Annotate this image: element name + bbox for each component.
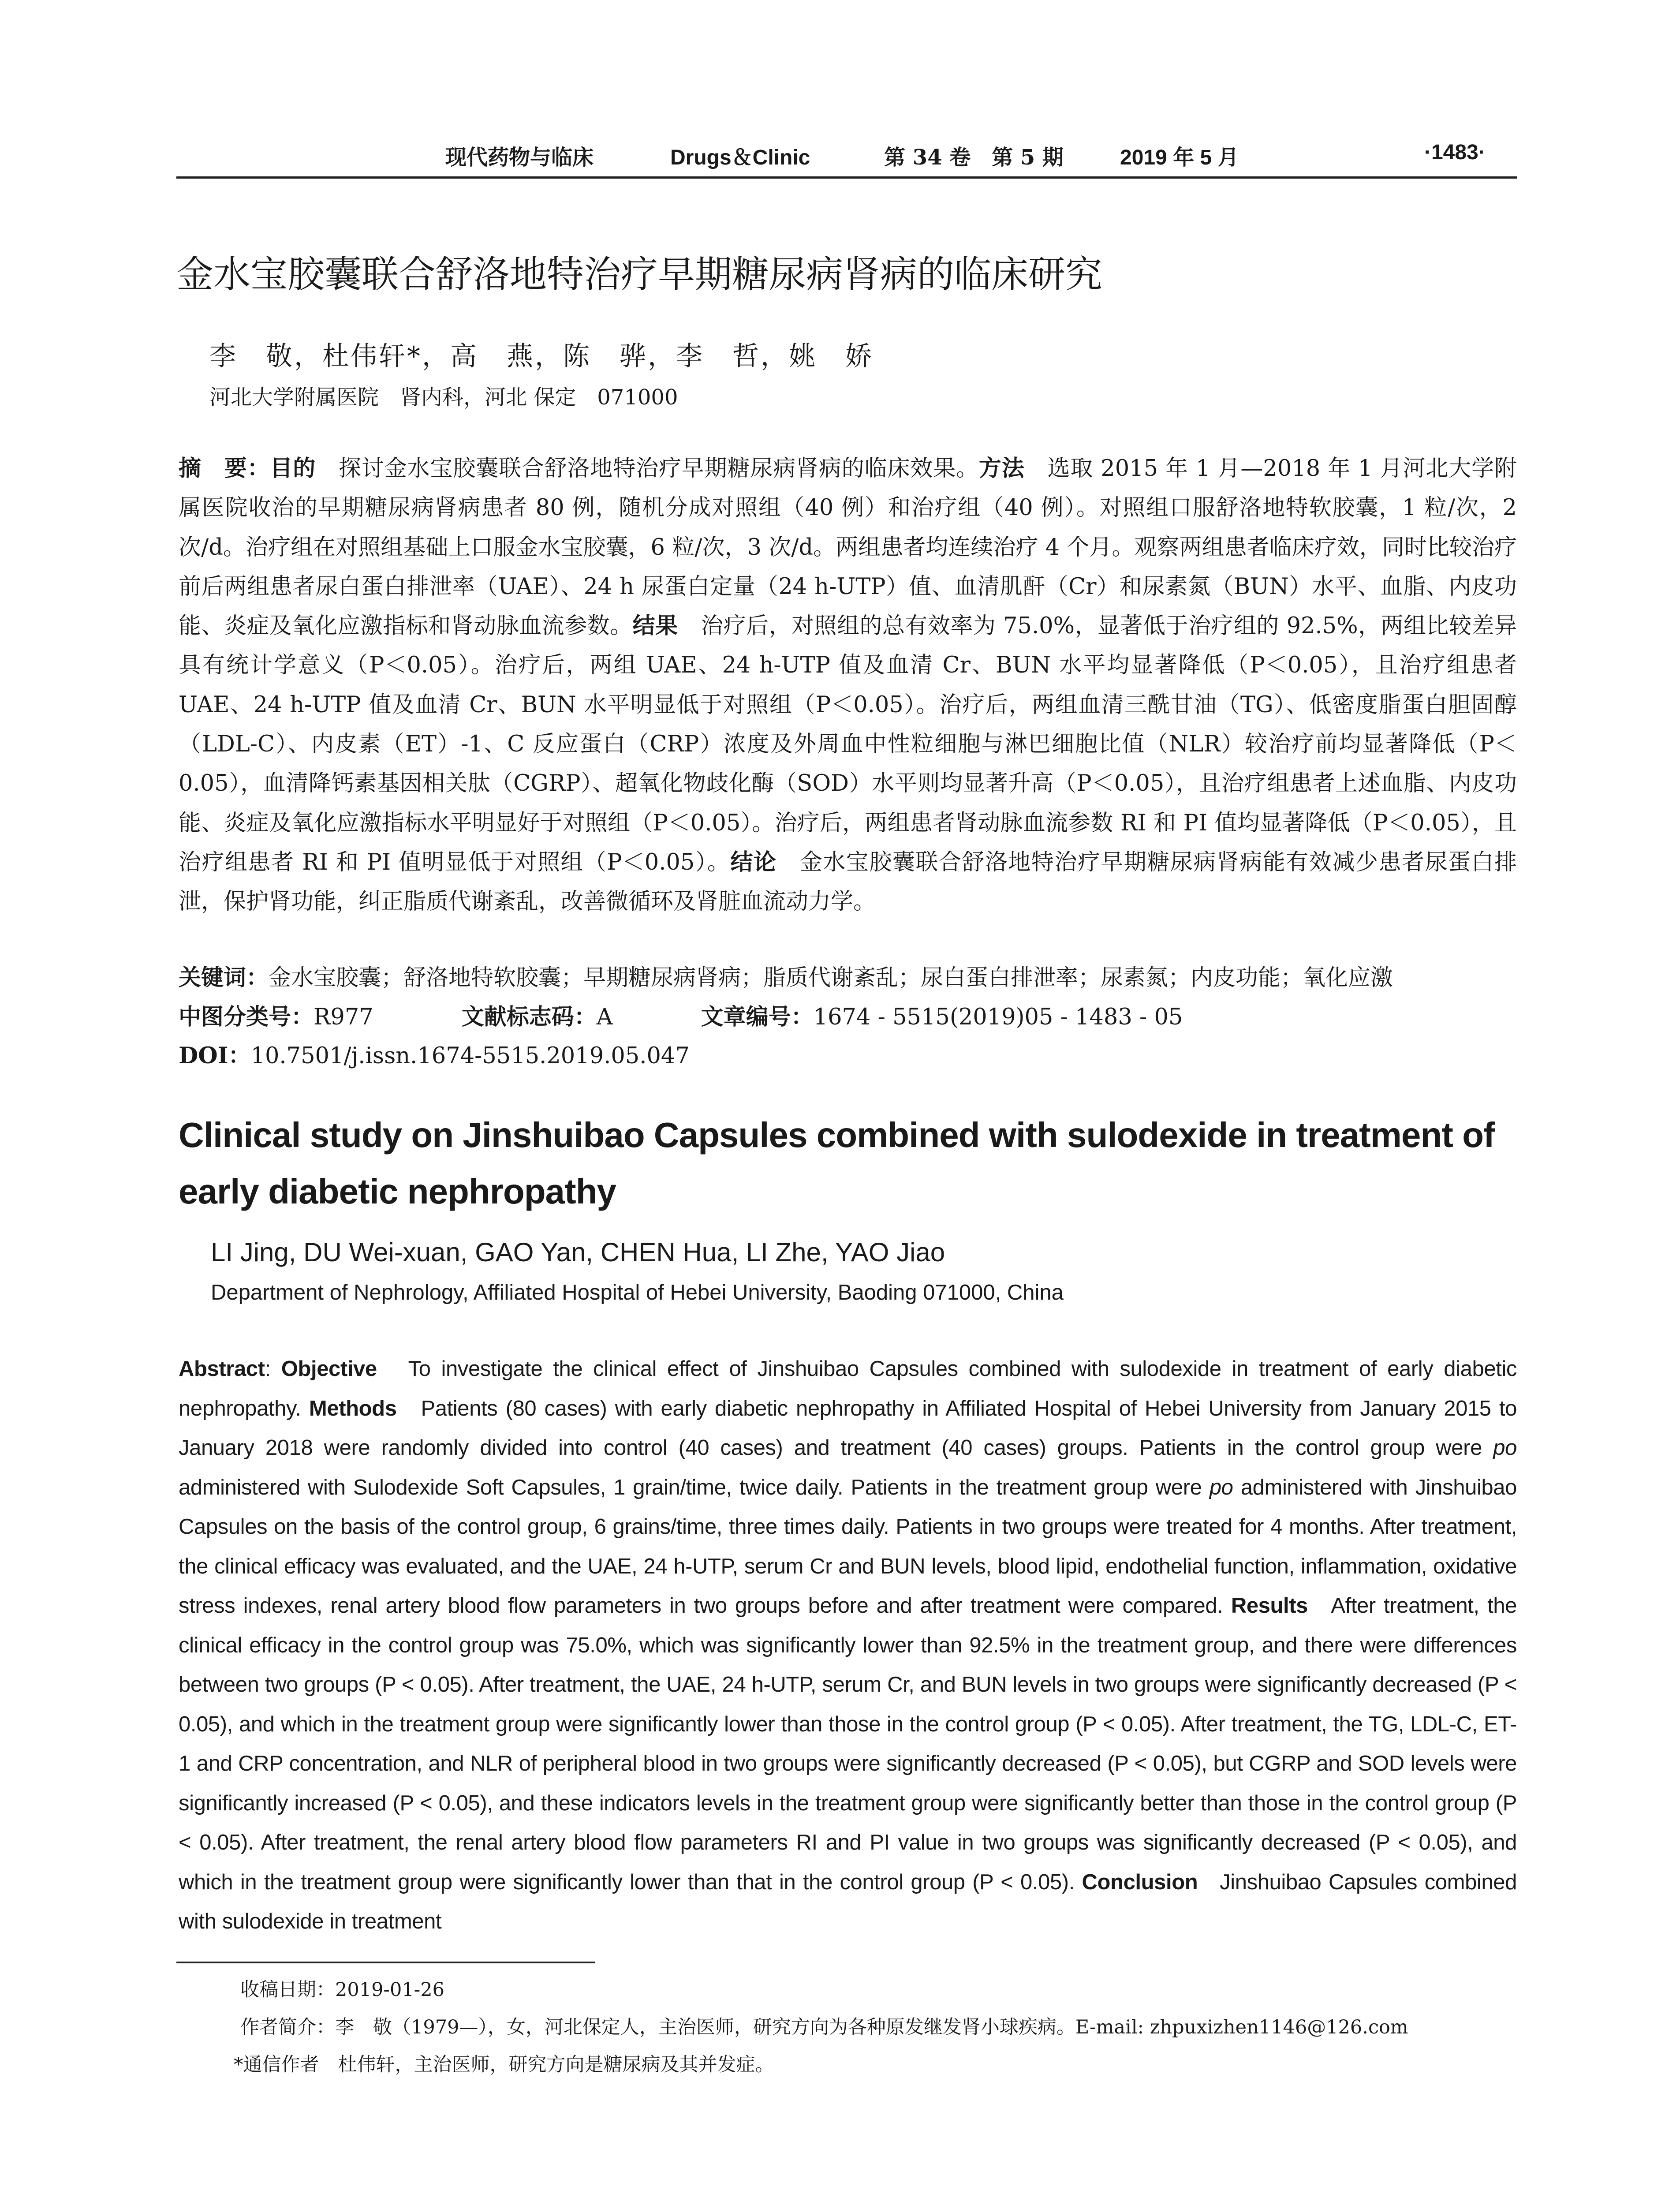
methods-text-cn: 选取 2015 年 1 月—2018 年 1 月河北大学附属医院收治的早期糖尿病肾病患者 80 例，随机分成对照组（40 例）和治疗组（40 例）。对照组口服舒洛地特软胶囊，1 粒/次，2 次/d。治疗组在对照组基础上口服金水宝胶囊，6 粒/次，3 次/d。两组患者均连续治疗 4 个月。观察两组患者临床疗效，同时比较治疗前后两组患者尿白蛋白排泄率（UAE）、24 h 尿蛋白定量（24 h-UTP）值、血清肌酐（Cr）和尿素氮（BUN）水平、血脂、内皮功能、炎症及氧化应激指标和肾动脉血流参数。	[179, 456, 1517, 639]
abstract-en: Abstract: Objective To investigate the clinical effect of Jinshuibao Capsules combined with sulodexide in treatment of early diabetic nephropathy. Methods Patients (80 cases) with early diabetic nephropathy in Affiliated Hospital of Hebei University from January 2015 to January 2018 were randomly divided into control (40 cases) and treatment (40 cases) groups. Patients in the control group were po administered with Sulodexide Soft Capsules, 1 grain/time, twice daily. Patients in the treatment group were po administered with Jinshuibao Capsules on the basis of the control group, 6 grains/time, three times daily. Patients in two groups were treated for 4 months. After treatment, the clinical efficacy was evaluated, and the UAE, 24 h-UTP, serum Cr and BUN levels, blood lipid, endothelial function, inflammation, oxidative stress indexes, renal artery blood flow parameters in two groups before and after treatment were compared. Results After treatment, the clinical efficacy in the control group was 75.0%, which was significantly lower than 92.5% in the treatment group, and there were differences between two groups (P < 0.05). After treatment, the UAE, 24 h-UTP, serum Cr, and BUN levels in two groups were significantly decreased (P < 0.05), and which in the treatment group were significantly lower than those in the control group (P < 0.05). After treatment, the TG, LDL-C, ET-1 and CRP concentration, and NLR of peripheral blood in two groups were significantly decreased (P < 0.05), but CGRP and SOD levels were significantly increased (P < 0.05), and these indicators levels in the treatment group were significantly better than those in the control group (P < 0.05). After treatment, the renal artery blood flow parameters RI and PI value in two groups was significantly decreased (P < 0.05), and which in the treatment group were significantly lower than that in the control group (P < 0.05). Conclusion Jinshuibao Capsules combined with sulodexide in treatment	[179, 1357, 1517, 1933]
clc-code: R977	[314, 1004, 373, 1030]
authors-cn: 李 敬，杜伟轩*，高 燕，陈 骅，李 哲，姚 娇	[209, 341, 874, 372]
conclusion-text-en: Jinshuibao Capsules combined with sulodexide in treatment	[179, 1870, 1517, 1933]
journal-name-cn: 现代药物与临床	[445, 145, 594, 170]
keywords-cn	[179, 959, 1393, 992]
results-label-en: Results	[1231, 1594, 1308, 1618]
title-en: Clinical study on Jinshuibao Capsules combined with sulodexide in treatment of early diabetic nephropathy	[179, 1115, 1495, 1211]
footnote-rule	[176, 1962, 595, 1963]
results-text-en: After treatment, the clinical efficacy in the control group was 75.0%, which was significantly lower than 92.5% in the treatment group, and there were differences between two groups (P < 0.05). After treatment, the UAE, 24 h-UTP, serum Cr, and BUN levels in two groups were significantly decreased (P < 0.05), and which in the treatment group were significantly lower than those in the control group (P < 0.05). After treatment, the TG, LDL-C, ET-1 and CRP concentration, and NLR of peripheral blood in two groups were significantly decreased (P < 0.05), but CGRP and SOD levels were significantly increased (P < 0.05), and these indicators levels in the treatment group were significantly better than those in the control group (P < 0.05). After treatment, the renal artery blood flow parameters RI and PI value in two groups was significantly decreased (P < 0.05), and which in the treatment group were significantly lower than that in the control group (P < 0.05).	[179, 1594, 1517, 1894]
issue-date: 2019 年 5 月	[1120, 146, 1239, 169]
affiliation-en: Department of Nephrology, Affiliated Hospital of Hebei University, Baoding 071000, China	[211, 1281, 1064, 1304]
doc-code: A	[596, 1004, 613, 1030]
objective-text-cn: 探讨金水宝胶囊联合舒洛地特治疗早期糖尿病肾病的临床效果。	[339, 456, 979, 482]
author-bio-label: 作者简介：	[240, 2016, 335, 2038]
abstract-label-cn: 摘 要：	[179, 455, 270, 482]
keywords-text-cn: 金水宝胶囊；舒洛地特软胶囊；早期糖尿病肾病；脂质代谢紊乱；尿白蛋白排泄率；尿素氮；内皮功能；氧化应激	[269, 965, 1393, 991]
footnote-received	[240, 1975, 444, 2002]
results-label-cn: 结果	[632, 613, 678, 639]
methods-text-en-2: administered with Sulodexide Soft Capsules, 1 grain/time, twice daily. Patients in the treatment group were	[179, 1475, 1210, 1499]
clc-label: 中图分类号：	[179, 1004, 314, 1030]
conclusion-label-cn: 结论	[730, 848, 777, 875]
abstract-cn	[179, 449, 1517, 922]
po-term: po	[1209, 1475, 1233, 1499]
classification-line	[179, 998, 1183, 1031]
corresponding-text: 杜伟轩，主治医师，研究方向是糖尿病及其并发症。	[338, 2054, 774, 2076]
footnote-corresponding	[234, 2050, 774, 2077]
corresponding-label: *通信作者	[234, 2054, 338, 2076]
header-rule	[176, 176, 1517, 179]
title-cn: 金水宝胶囊联合舒洛地特治疗早期糖尿病肾病的临床研究	[176, 253, 1103, 296]
doi-line	[179, 1037, 690, 1070]
objective-label-cn: 目的	[270, 455, 316, 482]
volume-issue: 第 34 卷 第 5 期	[884, 145, 1064, 170]
methods-label-cn: 方法	[978, 455, 1025, 482]
conclusion-label-en: Conclusion	[1082, 1870, 1198, 1894]
objective-label-en: Objective	[281, 1357, 377, 1381]
po-term: po	[1493, 1436, 1517, 1460]
objective-text-en: To investigate the clinical effect of Jinshuibao Capsules combined with sulodexide in treatment of early diabetic nephropathy.	[179, 1357, 1517, 1420]
journal-name-en: Drugs＆Clinic	[670, 146, 810, 169]
conclusion-text-cn: 金水宝胶囊联合舒洛地特治疗早期糖尿病肾病能有效减少患者尿蛋白排泄，保护肾功能，纠正脂质代谢紊乱，改善微循环及肾脏血流动力学。	[179, 849, 1517, 915]
methods-label-en: Methods	[309, 1396, 397, 1420]
running-header	[176, 140, 1517, 176]
authors-en: LI Jing, DU Wei-xuan, GAO Yan, CHEN Hua, LI Zhe, YAO Jiao	[211, 1237, 945, 1267]
doc-code-label: 文献标志码：	[461, 1004, 597, 1030]
abstract-label-en: Abstract	[179, 1357, 265, 1381]
doi-value[interactable]: 10.7501/j.issn.1674-5515.2019.05.047	[250, 1043, 690, 1069]
received-label: 收稿日期：	[240, 1979, 335, 2001]
results-text-cn: 治疗后，对照组的总有效率为 75.0%，显著低于治疗组的 92.5%，两组比较差异具有统计学意义（P＜0.05）。治疗后，两组 UAE、24 h-UTP 值及血清 Cr、BUN 水平均显著降低（P＜0.05），且治疗组患者 UAE、24 h-UTP 值及血清 Cr、BUN 水平明显低于对照组（P＜0.05）。治疗后，两组血清三酰甘油（TG）、低密度脂蛋白胆固醇（LDL-C）、内皮素（ET）-1、C 反应蛋白（CRP）浓度及外周血中性粒细胞与淋巴细胞比值（NLR）较治疗前均显著降低（P＜0.05），血清降钙素基因相关肽（CGRP）、超氧化物歧化酶（SOD）水平则均显著升高（P＜0.05），且治疗组患者上述血脂、内皮功能、炎症及氧化应激指标水平明显好于对照组（P＜0.05）。治疗后，两组患者肾动脉血流参数 RI 和 PI 值均显著降低（P＜0.05），且治疗组患者 RI 和 PI 值明显低于对照组（P＜0.05）。	[179, 613, 1517, 875]
article-number-label: 文章编号：	[701, 1004, 814, 1030]
methods-text-en-3: administered with Jinshuibao Capsules on the basis of the control group, 6 grains/time, three times daily. Patients in two groups were treated for 4 months. After treatment, the clinical efficacy was evaluated, and the UAE, 24 h-UTP, serum Cr and BUN levels, blood lipid, endothelial function, inflammation, oxidative stress indexes, renal artery blood flow parameters in two groups before and after treatment were compared.	[179, 1475, 1517, 1618]
keywords-label-cn: 关键词：	[179, 964, 269, 991]
page-number: ·1483·	[1424, 141, 1486, 164]
footnote-author	[240, 2012, 1408, 2039]
affiliation-cn: 河北大学附属医院 肾内科，河北 保定 071000	[209, 385, 678, 410]
doi-label: DOI：	[179, 1043, 251, 1069]
article-number: 1674 - 5515(2019)05 - 1483 - 05	[813, 1004, 1183, 1030]
received-date: 2019-01-26	[335, 1979, 444, 2001]
author-bio-text: 李 敬（1979—），女，河北保定人，主治医师，研究方向为各种原发继发肾小球疾病。E-mail: zhpuxizhen1146@126.com	[335, 2016, 1408, 2038]
methods-text-en-1: Patients (80 cases) with early diabetic nephropathy in Affiliated Hospital of Hebei University from January 2015 to January 2018 were randomly divided into control (40 cases) and treatment (40 cases) groups. Patients in the control group were	[179, 1396, 1517, 1460]
